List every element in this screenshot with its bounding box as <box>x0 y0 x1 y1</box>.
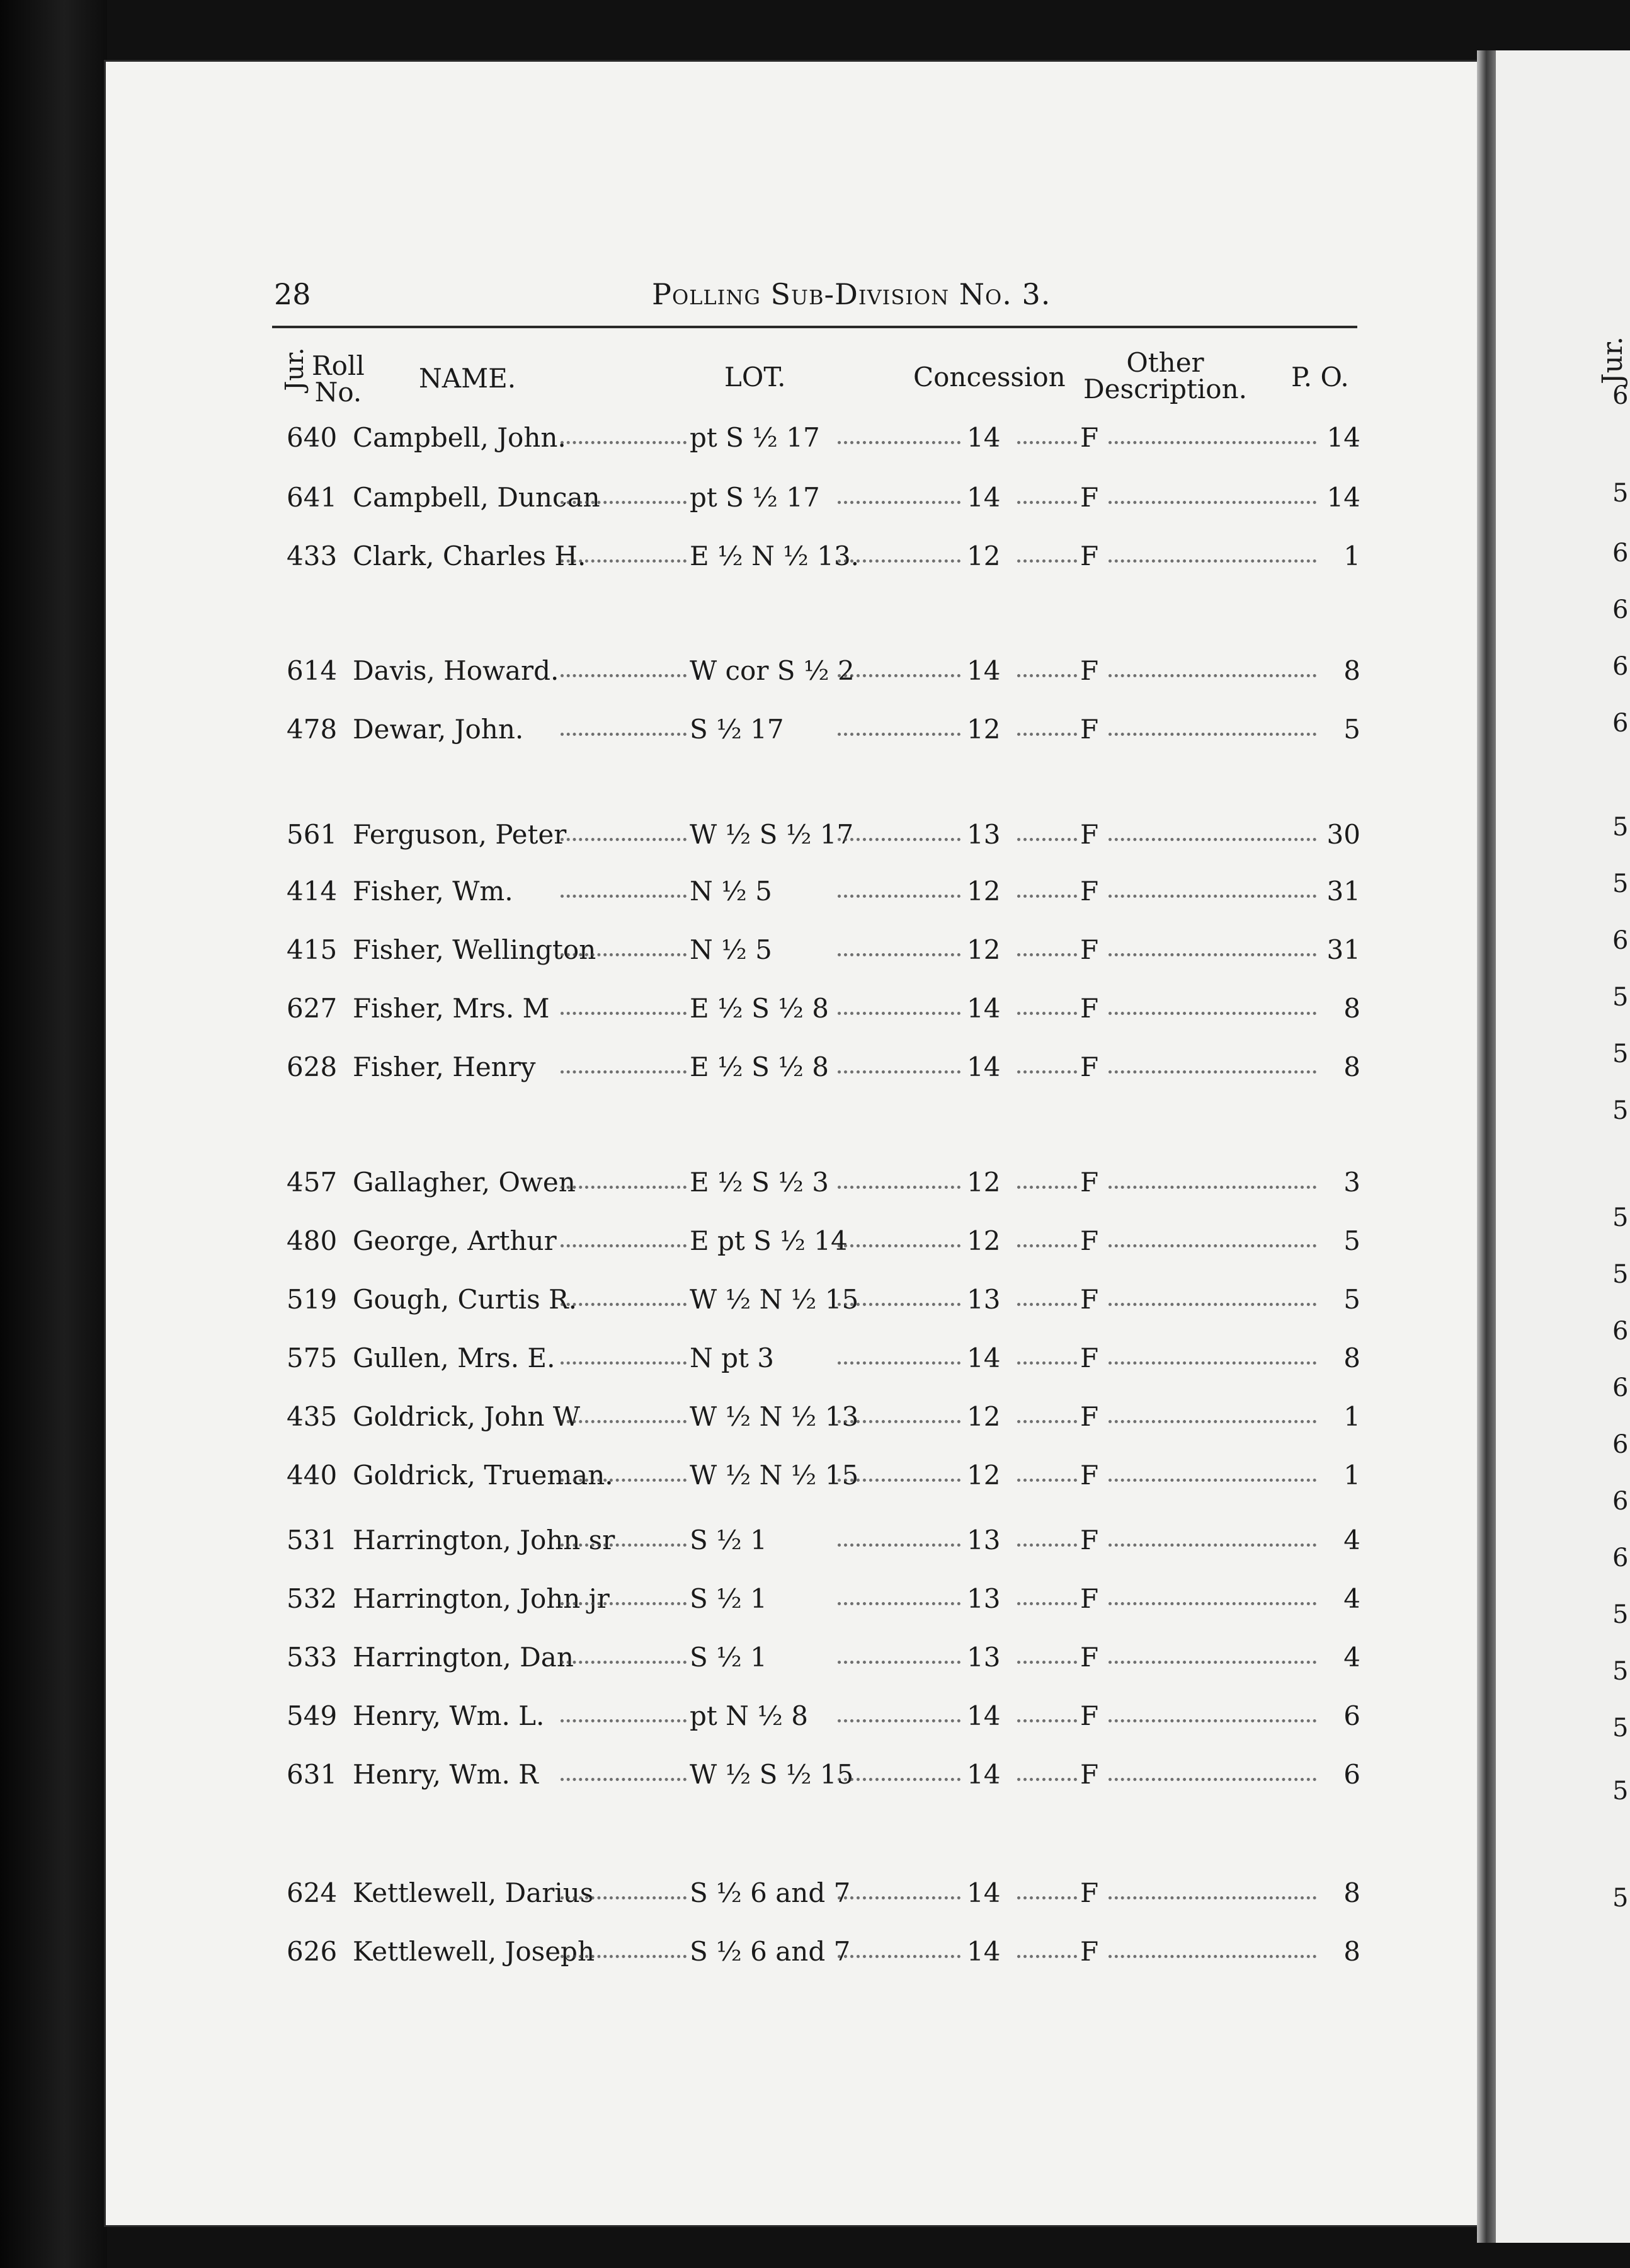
column-header-po: P. O. <box>1291 362 1349 392</box>
dot-leader <box>1017 441 1077 444</box>
other-description: F <box>1080 993 1099 1024</box>
roll-number: 532 <box>287 1583 338 1614</box>
dot-leader <box>1109 1070 1316 1074</box>
post-office: 6 <box>1343 1759 1360 1790</box>
roll-number: 415 <box>287 934 338 965</box>
post-office: 6 <box>1343 1700 1360 1731</box>
dot-leader <box>1017 838 1077 841</box>
table-row <box>0 1759 1386 1790</box>
facing-page-roll-fragment: 5 <box>1612 1040 1629 1068</box>
post-office: 8 <box>1343 1877 1360 1908</box>
dot-leader <box>1017 895 1077 898</box>
dot-leader <box>561 1778 687 1781</box>
other-description: F <box>1080 1401 1099 1432</box>
dot-leader <box>1109 559 1316 563</box>
facing-page-roll-fragment: 6 <box>1612 1487 1629 1516</box>
post-office: 31 <box>1326 934 1360 965</box>
dot-leader <box>838 559 960 563</box>
lot: N ½ 5 <box>690 934 772 965</box>
facing-page-roll-fragment: 5 <box>1612 813 1629 842</box>
facing-page-fragment <box>1496 50 1630 2243</box>
other-description: F <box>1080 1877 1099 1908</box>
dot-leader <box>838 1244 960 1247</box>
other-description: F <box>1080 1642 1099 1673</box>
dot-leader <box>561 1955 687 1958</box>
dot-leader <box>1109 1602 1316 1605</box>
dot-leader <box>838 1303 960 1306</box>
dot-leader <box>561 1661 687 1664</box>
dot-leader <box>1109 1544 1316 1547</box>
dot-leader <box>1109 1778 1316 1781</box>
facing-page-roll-fragment: 6 <box>1612 381 1629 410</box>
dot-leader <box>561 559 687 563</box>
facing-page-roll-fragment: 5 <box>1612 1600 1629 1629</box>
other-description: F <box>1080 1525 1099 1555</box>
dot-leader <box>838 501 960 504</box>
column-header-lot: LOT. <box>724 362 786 392</box>
dot-leader <box>561 838 687 841</box>
page-gutter <box>1477 50 1496 2243</box>
facing-page-roll-fragment: 6 <box>1612 1430 1629 1459</box>
dot-leader <box>561 1719 687 1722</box>
dot-leader <box>561 895 687 898</box>
voter-name: Campbell, Duncan <box>353 482 600 513</box>
column-header-jur: Jur. <box>280 347 309 391</box>
other-description: F <box>1080 1225 1099 1256</box>
lot: N ½ 5 <box>690 876 772 907</box>
voter-name: Henry, Wm. L. <box>353 1700 545 1731</box>
concession: 12 <box>967 1401 1001 1432</box>
dot-leader <box>1109 1661 1316 1664</box>
dot-leader <box>838 1361 960 1365</box>
voter-name: Gullen, Mrs. E. <box>353 1343 556 1373</box>
dot-leader <box>838 1544 960 1547</box>
lot: W ½ S ½ 15 <box>690 1759 854 1790</box>
table-row <box>0 1284 1386 1315</box>
dot-leader <box>838 1602 960 1605</box>
dot-leader <box>838 1661 960 1664</box>
post-office: 14 <box>1326 482 1360 513</box>
table-row <box>0 1642 1386 1673</box>
column-header-concession: Concession <box>913 362 1066 392</box>
dot-leader <box>561 1602 687 1605</box>
dot-leader <box>838 1896 960 1899</box>
lot: W cor S ½ 2 <box>690 655 855 686</box>
roll-number: 614 <box>287 655 338 686</box>
dot-leader <box>1109 674 1316 677</box>
dot-leader <box>838 1186 960 1189</box>
lot: S ½ 6 and 7 <box>690 1936 851 1967</box>
other-description: F <box>1080 1759 1099 1790</box>
dot-leader <box>838 733 960 736</box>
table-row <box>0 1225 1386 1257</box>
lot: E ½ S ½ 8 <box>690 1051 829 1082</box>
table-row <box>0 1583 1386 1615</box>
concession: 13 <box>967 1525 1001 1555</box>
voter-name: George, Arthur <box>353 1225 557 1256</box>
dot-leader <box>1109 1719 1316 1722</box>
dot-leader <box>1109 1479 1316 1482</box>
dot-leader <box>561 733 687 736</box>
column-header-description <box>1083 347 1247 404</box>
roll-number: 575 <box>287 1343 338 1373</box>
post-office: 8 <box>1343 993 1360 1024</box>
post-office: 1 <box>1343 1401 1360 1432</box>
dot-leader <box>561 1544 687 1547</box>
concession: 12 <box>967 541 1001 571</box>
table-row <box>0 1343 1386 1374</box>
post-office: 30 <box>1326 819 1360 850</box>
concession: 14 <box>967 1936 1001 1967</box>
concession: 14 <box>967 1759 1001 1790</box>
facing-page-roll-fragment: 6 <box>1612 652 1629 681</box>
dot-leader <box>561 1479 687 1482</box>
column-header-name: NAME. <box>419 363 516 394</box>
roll-number: 549 <box>287 1700 338 1731</box>
table-row <box>0 1700 1386 1732</box>
dot-leader <box>838 1955 960 1958</box>
dot-leader <box>838 1479 960 1482</box>
dot-leader <box>561 1070 687 1074</box>
facing-page-roll-fragment: 5 <box>1612 479 1629 508</box>
roll-number: 624 <box>287 1877 338 1908</box>
lot: E ½ N ½ 13. <box>690 541 860 571</box>
column-header-roll <box>312 350 365 408</box>
other-description: F <box>1080 1460 1099 1491</box>
dot-leader <box>838 1070 960 1074</box>
post-office: 4 <box>1343 1583 1360 1614</box>
facing-page-roll-fragment: 6 <box>1612 1317 1629 1346</box>
other-description: F <box>1080 819 1099 850</box>
dot-leader <box>561 441 687 444</box>
concession: 12 <box>967 876 1001 907</box>
table-row <box>0 1051 1386 1083</box>
table-row <box>0 655 1386 687</box>
voter-name: Harrington, John jr <box>353 1583 610 1614</box>
dot-leader <box>561 1420 687 1423</box>
post-office: 1 <box>1343 1460 1360 1491</box>
lot: E ½ S ½ 8 <box>690 993 829 1024</box>
lot: pt N ½ 8 <box>690 1700 808 1731</box>
voter-name: Ferguson, Peter <box>353 819 567 850</box>
facing-page-roll-fragment: 5 <box>1612 1657 1629 1686</box>
table-row <box>0 993 1386 1024</box>
voter-name: Goldrick, Trueman. <box>353 1460 613 1491</box>
dot-leader <box>561 501 687 504</box>
facing-page-roll-fragment: 6 <box>1612 926 1629 955</box>
dot-leader <box>1109 1955 1316 1958</box>
dot-leader <box>1017 733 1077 736</box>
lot: S ½ 1 <box>690 1642 767 1673</box>
concession: 12 <box>967 1225 1001 1256</box>
other-description: F <box>1080 422 1099 453</box>
concession: 12 <box>967 934 1001 965</box>
facing-page-roll-fragment: 6 <box>1612 595 1629 624</box>
dot-leader <box>1017 1479 1077 1482</box>
voter-name: Kettlewell, Joseph <box>353 1936 595 1967</box>
lot: S ½ 6 and 7 <box>690 1877 851 1908</box>
post-office: 14 <box>1326 422 1360 453</box>
concession: 14 <box>967 993 1001 1024</box>
dot-leader <box>838 838 960 841</box>
other-description: F <box>1080 1167 1099 1198</box>
voter-name: Harrington, John sr <box>353 1525 615 1555</box>
roll-number: 478 <box>287 714 338 745</box>
column-header-roll-line2: No. <box>314 377 362 408</box>
table-row <box>0 1936 1386 1967</box>
table-row <box>0 1401 1386 1433</box>
lot: E ½ S ½ 3 <box>690 1167 829 1198</box>
concession: 14 <box>967 422 1001 453</box>
facing-page-roll-fragment: 6 <box>1612 1544 1629 1572</box>
voter-name: Clark, Charles H. <box>353 541 586 571</box>
dot-leader <box>1017 501 1077 504</box>
dot-leader <box>1109 1186 1316 1189</box>
dot-leader <box>1017 1896 1077 1899</box>
facing-page-roll-fragment: 5 <box>1612 869 1629 898</box>
roll-number: 628 <box>287 1051 338 1082</box>
facing-page-roll-fragment: 5 <box>1612 1260 1629 1289</box>
concession: 14 <box>967 655 1001 686</box>
post-office: 5 <box>1343 1284 1360 1315</box>
facing-page-roll-fragment: 5 <box>1612 1777 1629 1806</box>
lot: W ½ N ½ 15 <box>690 1284 859 1315</box>
scan-border <box>0 0 107 2268</box>
dot-leader <box>561 1186 687 1189</box>
page-title: Polling Sub-Division No. 3. <box>652 277 1051 311</box>
table-row <box>0 541 1386 572</box>
facing-page-roll-fragment: 5 <box>1612 1096 1629 1125</box>
page-header <box>167 277 1360 328</box>
table-row <box>0 714 1386 745</box>
roll-number: 519 <box>287 1284 338 1315</box>
lot: W ½ N ½ 13 <box>690 1401 859 1432</box>
voter-name: Henry, Wm. R <box>353 1759 539 1790</box>
facing-page-roll-fragment: 6 <box>1612 709 1629 738</box>
post-office: 8 <box>1343 1051 1360 1082</box>
dot-leader <box>1017 1719 1077 1722</box>
dot-leader <box>1017 1778 1077 1781</box>
dot-leader <box>1109 441 1316 444</box>
other-description: F <box>1080 714 1099 745</box>
concession: 14 <box>967 1877 1001 1908</box>
column-header-roll-line1: Roll <box>312 350 365 381</box>
concession: 14 <box>967 1343 1001 1373</box>
other-description: F <box>1080 934 1099 965</box>
dot-leader <box>838 1778 960 1781</box>
dot-leader <box>1109 501 1316 504</box>
post-office: 8 <box>1343 1343 1360 1373</box>
facing-page-roll-fragment: 5 <box>1612 1884 1629 1913</box>
table-row <box>0 1460 1386 1491</box>
lot: S ½ 1 <box>690 1583 767 1614</box>
dot-leader <box>1109 838 1316 841</box>
dot-leader <box>561 953 687 956</box>
lot: S ½ 1 <box>690 1525 767 1555</box>
post-office: 8 <box>1343 655 1360 686</box>
voter-name: Davis, Howard. <box>353 655 559 686</box>
roll-number: 640 <box>287 422 338 453</box>
post-office: 1 <box>1343 541 1360 571</box>
concession: 13 <box>967 1583 1001 1614</box>
concession: 14 <box>967 1051 1001 1082</box>
dot-leader <box>1017 1420 1077 1423</box>
dot-leader <box>838 1719 960 1722</box>
table-row <box>0 1167 1386 1198</box>
dot-leader <box>1017 1303 1077 1306</box>
post-office: 31 <box>1326 876 1360 907</box>
voter-name: Kettlewell, Darius <box>353 1877 594 1908</box>
voter-name: Dewar, John. <box>353 714 524 745</box>
dot-leader <box>1017 1661 1077 1664</box>
roll-number: 435 <box>287 1401 338 1432</box>
table-row <box>0 876 1386 907</box>
table-row <box>0 422 1386 454</box>
lot: S ½ 17 <box>690 714 784 745</box>
dot-leader <box>561 674 687 677</box>
lot: E pt S ½ 14 <box>690 1225 848 1256</box>
dot-leader <box>1109 1361 1316 1365</box>
page-number: 28 <box>274 277 311 311</box>
dot-leader <box>561 1361 687 1365</box>
dot-leader <box>1109 953 1316 956</box>
dot-leader <box>1017 1070 1077 1074</box>
other-description: F <box>1080 541 1099 571</box>
other-description: F <box>1080 482 1099 513</box>
post-office: 8 <box>1343 1936 1360 1967</box>
voter-name: Harrington, Dan <box>353 1642 574 1673</box>
voter-name: Gough, Curtis R. <box>353 1284 577 1315</box>
dot-leader <box>1109 1244 1316 1247</box>
dot-leader <box>838 953 960 956</box>
post-office: 5 <box>1343 1225 1360 1256</box>
roll-number: 641 <box>287 482 338 513</box>
lot: W ½ S ½ 17 <box>690 819 854 850</box>
dot-leader <box>561 1244 687 1247</box>
dot-leader <box>1017 1544 1077 1547</box>
other-description: F <box>1080 1284 1099 1315</box>
facing-page-header: Jur. <box>1597 336 1629 384</box>
dot-leader <box>1017 559 1077 563</box>
lot: pt S ½ 17 <box>690 422 820 453</box>
other-description: F <box>1080 1936 1099 1967</box>
dot-leader <box>1109 733 1316 736</box>
roll-number: 457 <box>287 1167 338 1198</box>
roll-number: 480 <box>287 1225 338 1256</box>
other-description: F <box>1080 1343 1099 1373</box>
concession: 14 <box>967 482 1001 513</box>
dot-leader <box>838 1012 960 1015</box>
dot-leader <box>838 895 960 898</box>
dot-leader <box>1017 1012 1077 1015</box>
dot-leader <box>1109 1012 1316 1015</box>
column-header-description-line1: Other <box>1126 347 1204 378</box>
voter-name: Campbell, John. <box>353 422 566 453</box>
roll-number: 533 <box>287 1642 338 1673</box>
dot-leader <box>838 441 960 444</box>
dot-leader <box>1109 1420 1316 1423</box>
voter-name: Fisher, Mrs. M <box>353 993 550 1024</box>
dot-leader <box>1109 1303 1316 1306</box>
voter-name: Gallagher, Owen <box>353 1167 576 1198</box>
voter-name: Fisher, Wellington <box>353 934 596 965</box>
table-row <box>0 819 1386 850</box>
roll-number: 631 <box>287 1759 338 1790</box>
facing-page-roll-fragment: 5 <box>1612 1714 1629 1743</box>
other-description: F <box>1080 876 1099 907</box>
lot: W ½ N ½ 15 <box>690 1460 859 1491</box>
facing-page-roll-fragment: 5 <box>1612 1203 1629 1232</box>
table-row <box>0 1877 1386 1909</box>
concession: 13 <box>967 819 1001 850</box>
voter-name: Fisher, Henry <box>353 1051 536 1082</box>
roll-number: 433 <box>287 541 338 571</box>
post-office: 4 <box>1343 1525 1360 1555</box>
dot-leader <box>1017 674 1077 677</box>
dot-leader <box>1109 1896 1316 1899</box>
concession: 14 <box>967 1700 1001 1731</box>
post-office: 3 <box>1343 1167 1360 1198</box>
dot-leader <box>1017 1955 1077 1958</box>
roll-number: 627 <box>287 993 338 1024</box>
other-description: F <box>1080 655 1099 686</box>
roll-number: 626 <box>287 1936 338 1967</box>
facing-page-roll-fragment: 5 <box>1612 983 1629 1012</box>
voter-name: Goldrick, John W <box>353 1401 581 1432</box>
concession: 13 <box>967 1642 1001 1673</box>
header-rule <box>272 326 1357 328</box>
other-description: F <box>1080 1051 1099 1082</box>
dot-leader <box>1017 1186 1077 1189</box>
facing-page-roll-fragment: 6 <box>1612 1373 1629 1402</box>
column-header-description-line2: Description. <box>1083 374 1247 404</box>
dot-leader <box>838 1420 960 1423</box>
roll-number: 440 <box>287 1460 338 1491</box>
lot: N pt 3 <box>690 1343 774 1373</box>
post-office: 5 <box>1343 714 1360 745</box>
roll-number: 531 <box>287 1525 338 1555</box>
dot-leader <box>561 1012 687 1015</box>
dot-leader <box>838 674 960 677</box>
table-row <box>0 934 1386 966</box>
lot: pt S ½ 17 <box>690 482 820 513</box>
roll-number: 414 <box>287 876 338 907</box>
dot-leader <box>1017 1244 1077 1247</box>
concession: 12 <box>967 1167 1001 1198</box>
other-description: F <box>1080 1700 1099 1731</box>
table-row <box>0 1525 1386 1556</box>
concession: 13 <box>967 1284 1001 1315</box>
table-row <box>0 482 1386 513</box>
other-description: F <box>1080 1583 1099 1614</box>
dot-leader <box>561 1896 687 1899</box>
dot-leader <box>1017 1361 1077 1365</box>
post-office: 4 <box>1343 1642 1360 1673</box>
facing-page-roll-fragment: 6 <box>1612 539 1629 568</box>
concession: 12 <box>967 1460 1001 1491</box>
voter-name: Fisher, Wm. <box>353 876 513 907</box>
dot-leader <box>1017 953 1077 956</box>
roll-number: 561 <box>287 819 338 850</box>
dot-leader <box>561 1303 687 1306</box>
dot-leader <box>1109 895 1316 898</box>
concession: 12 <box>967 714 1001 745</box>
dot-leader <box>1017 1602 1077 1605</box>
